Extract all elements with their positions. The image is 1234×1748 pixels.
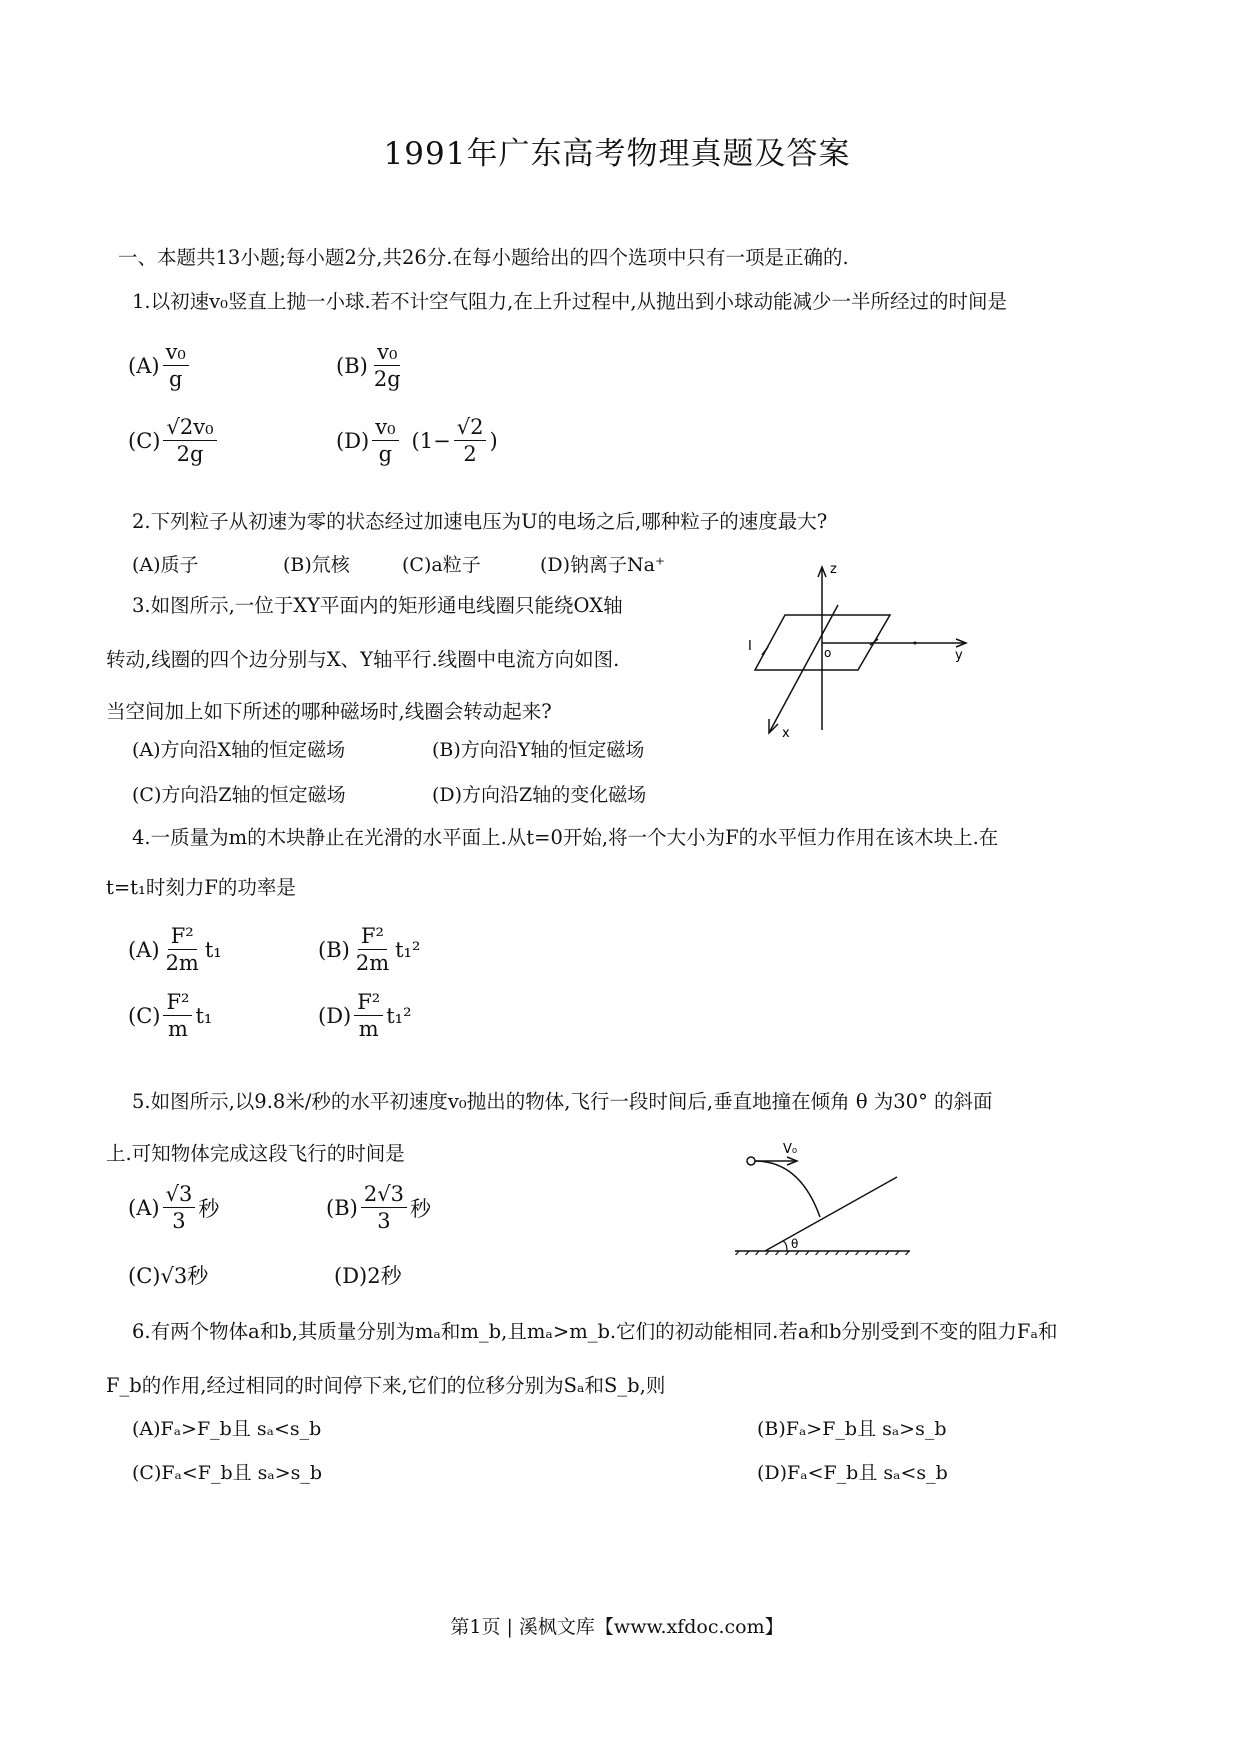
q1-b-num: v₀ [374,340,400,366]
q4-option-d [318,990,412,1041]
q5-option-c: (C)√3秒 [128,1264,209,1288]
q5-a-unit: 秒 [198,1196,220,1221]
q1-c-num: √2v₀ [163,415,216,441]
q3-line1: 3.如图所示,一位于XY平面内的矩形通电线圈只能绕OX轴 [132,594,623,617]
q4-line1: 4.一质量为m的木块静止在光滑的水平面上.从t=0开始,将一个大小为F的水平恒力作用在该木块上.在 [132,826,999,849]
q6-option-d: (D)Fₐ<F_b且 sₐ<s_b [757,1462,948,1484]
q2-option-b: (B)氘核 [283,554,350,576]
q2-option-d: (D)钠离子Na⁺ [540,554,666,576]
q1-option-c [128,415,220,466]
q1-d-num2: √2 [454,415,487,441]
q4-c-tail: t₁ [195,1003,213,1028]
q4-option-b [318,924,420,975]
q4-option-a [128,924,222,975]
q1-d-open: (1− [411,428,451,453]
q4-d-tail: t₁² [386,1003,412,1028]
page-footer: 第1页 | 溪枫文库【www.xfdoc.com】 [450,1616,784,1638]
q4-option-c [128,990,212,1041]
current-label: I [748,639,752,654]
q1-d-label: (D) [336,428,370,453]
q4-b-den: 2m [355,951,390,975]
q2-option-a: (A)质子 [132,554,199,576]
q5-a-label: (A) [128,1195,160,1220]
q4-a-label: (A) [128,937,160,962]
q1-c-label: (C) [128,428,161,453]
q1-b-label: (B) [336,353,368,378]
q4-line2: t=t₁时刻力F的功率是 [106,876,296,899]
y-label: y [955,648,963,663]
q3-option-a: (A)方向沿X轴的恒定磁场 [132,739,346,761]
q4-d-label: (D) [318,1003,352,1028]
q1-a-num: v₀ [163,340,189,366]
q6-option-c: (C)Fₐ<F_b且 sₐ>s_b [132,1462,323,1484]
q5-line1: 5.如图所示,以9.8米/秒的水平初速度v₀抛出的物体,飞行一段时间后,垂直地撞在倾角 θ 为30° 的斜面 [132,1090,993,1113]
q3-line2: 转动,线圈的四个边分别与X、Y轴平行.线圈中电流方向如图. [106,648,620,671]
q4-d-num: F² [354,990,383,1016]
q6-line2: F_b的作用,经过相同的时间停下来,它们的位移分别为Sₐ和S_b,则 [106,1374,666,1397]
q3-option-b: (B)方向沿Y轴的恒定磁场 [432,739,645,761]
trajectory-curve [755,1161,820,1217]
q1-a-label: (A) [128,353,160,378]
theta-label: θ [791,1237,799,1251]
q4-b-label: (B) [318,937,350,962]
q3-coil-diagram [740,555,980,745]
q4-c-label: (C) [128,1003,161,1028]
q1-option-b [336,340,407,391]
section-intro: 一、本题共13小题;每小题2分,共26分.在每小题给出的四个选项中只有一项是正确的. [118,246,849,269]
q1-d-num: v₀ [372,415,398,441]
x-label: x [782,726,790,741]
q5-b-label: (B) [326,1195,358,1220]
current-arrow-2-icon [870,639,878,645]
projectile-ball [747,1157,755,1165]
q3-option-c: (C)方向沿Z轴的恒定磁场 [132,784,346,806]
q5-option-d: (D)2秒 [334,1264,402,1288]
q2-option-c: (C)a粒子 [402,554,481,576]
q4-b-num: F² [358,924,387,950]
q5-b-unit: 秒 [409,1196,431,1221]
q5-a-num: √3 [163,1182,196,1208]
q3-line3: 当空间加上如下所述的哪种磁场时,线圈会转动起来? [106,700,552,723]
q1-option-a [128,340,192,391]
q1-d-den: g [378,442,393,466]
axis-dot [914,642,917,645]
q6-option-b: (B)Fₐ>F_b且 sₐ>s_b [757,1418,947,1440]
q5-b-num: 2√3 [361,1182,407,1208]
q1-d-den2: 2 [463,442,477,466]
velocity-label: V₀ [783,1142,798,1157]
q4-d-den: m [358,1017,379,1041]
q1-b-den: 2g [373,367,401,391]
q1-d-close: ) [489,428,498,453]
q4-c-num: F² [163,990,192,1016]
q5-line2: 上.可知物体完成这段飞行的时间是 [106,1142,405,1165]
q1-c-den: 2g [176,442,204,466]
page-title: 1991年广东高考物理真题及答案 [383,136,851,172]
q4-b-tail: t₁² [395,937,421,962]
q6-line1: 6.有两个物体a和b,其质量分别为mₐ和m_b,且mₐ>m_b.它们的初动能相同.若a和b分别受到不变的阻力Fₐ和 [132,1320,1058,1343]
origin-label: o [824,646,832,660]
q5-incline-diagram [725,1135,925,1255]
z-label: z [830,562,837,577]
q1-stem: 1.以初速v₀竖直上抛一小球.若不计空气阻力,在上升过程中,从抛出到小球动能减少一半所经过的时间是 [132,290,1008,313]
q5-a-den: 3 [172,1209,186,1233]
q1-a-den: g [168,367,183,391]
q3-option-d: (D)方向沿Z轴的变化磁场 [432,784,647,806]
q5-b-den: 3 [377,1209,391,1233]
q6-option-a: (A)Fₐ>F_b且 sₐ<s_b [132,1418,322,1440]
q5-option-b [326,1182,431,1233]
q1-option-d [336,415,498,466]
q5-option-a [128,1182,219,1233]
angle-arc [783,1241,787,1251]
current-arrow-icon [762,647,768,655]
q4-c-den: m [168,1017,188,1041]
incline-line [765,1177,897,1251]
q4-a-den: 2m [165,951,199,975]
q4-a-tail: t₁ [204,937,222,962]
q2-stem: 2.下列粒子从初速为零的状态经过加速电压为U的电场之后,哪种粒子的速度最大? [132,510,828,533]
q4-a-num: F² [168,924,197,950]
